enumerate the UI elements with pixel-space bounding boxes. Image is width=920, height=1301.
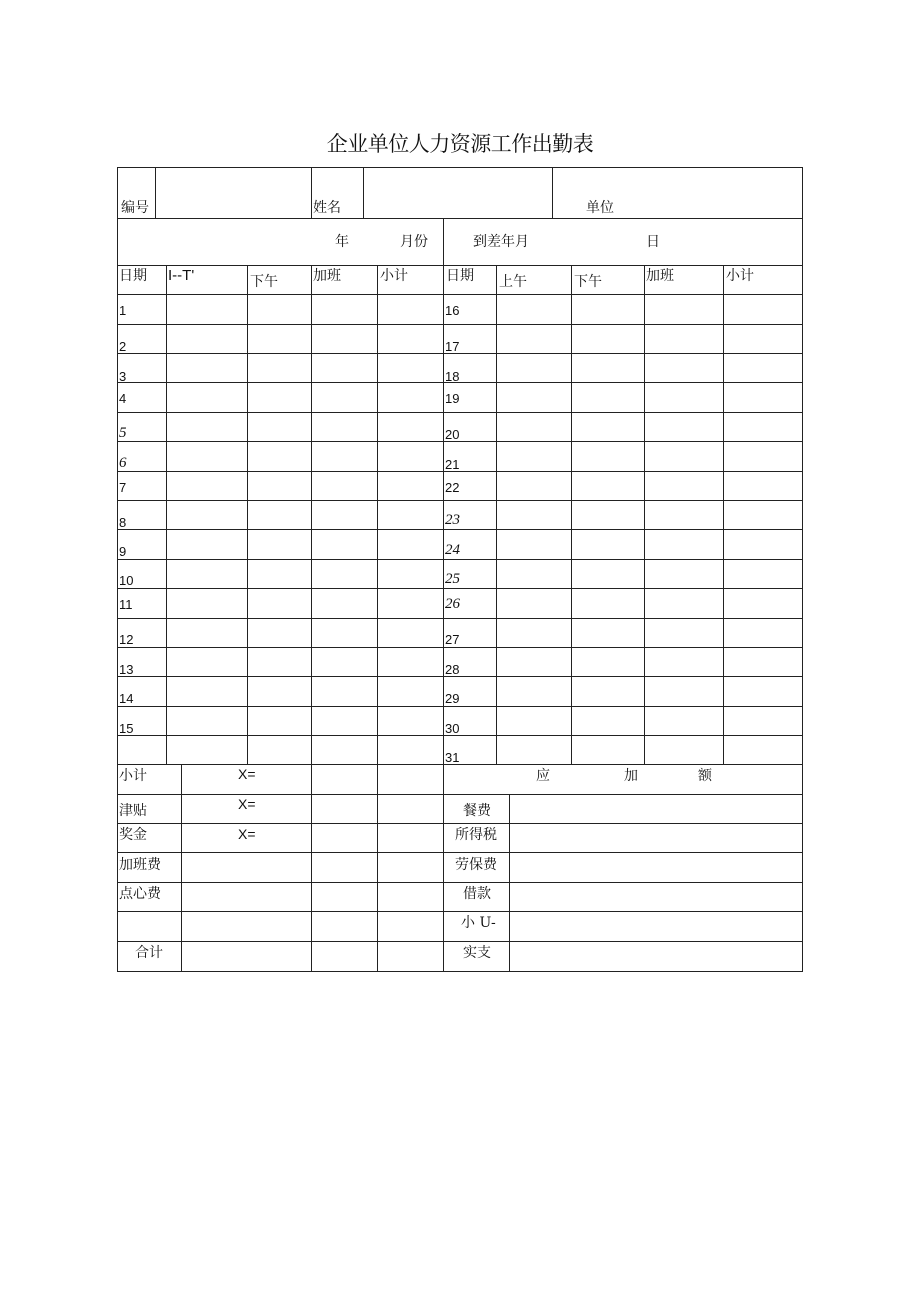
day-number: 20 (445, 427, 460, 442)
form-title: 企业单位人力资源工作出勤表 (326, 132, 594, 156)
col-header-overtime: 加班 (313, 268, 341, 284)
col-line (311, 167, 312, 218)
unit-label: 单位 (586, 200, 614, 216)
day-number: 25 (445, 571, 460, 587)
col-line (363, 167, 364, 218)
col-header-overtime: 加班 (646, 268, 674, 284)
name-label: 姓名 (313, 200, 341, 216)
formula-text: X= (238, 796, 256, 812)
row-line (117, 588, 803, 589)
day-number: 3 (119, 369, 127, 384)
allowance-label: 津贴 (119, 803, 147, 819)
center-divider (443, 218, 444, 971)
month-label: 月份 (400, 234, 428, 250)
due-label: 应 (536, 768, 550, 784)
actual-pay-label: 实支 (463, 945, 491, 961)
snack-fee-label: 点心费 (119, 886, 161, 902)
day-number: 23 (445, 512, 460, 528)
row-line (117, 941, 803, 942)
row-line (117, 735, 803, 736)
year-label: 年 (335, 234, 349, 250)
col-header-subtotal: 小计 (380, 268, 408, 284)
row-line (117, 852, 803, 853)
day-number: 7 (119, 480, 127, 495)
row-line (117, 324, 803, 325)
day-number: 15 (119, 721, 134, 736)
day-number: 27 (445, 632, 460, 647)
day-number: 9 (119, 544, 127, 559)
loan-label: 借款 (463, 886, 491, 902)
period-label: 到差年月 (473, 234, 529, 250)
day-number: 31 (445, 750, 460, 765)
day-number: 6 (119, 455, 127, 471)
col-header-morning: I--T' (168, 267, 195, 284)
col-line (571, 265, 572, 764)
row-line (117, 882, 803, 883)
day-number: 8 (119, 515, 127, 530)
meal-fee-label: 餐费 (463, 803, 491, 819)
row-line (117, 647, 803, 648)
row-line (117, 706, 803, 707)
row-line (117, 559, 803, 560)
formula-text: X= (238, 766, 256, 782)
col-line (311, 265, 312, 971)
row-line (117, 412, 803, 413)
summary-subtotal-label: 小计 (119, 768, 147, 784)
row-line (117, 618, 803, 619)
day-number: 22 (445, 480, 460, 495)
table-border-left (117, 167, 118, 972)
row-line (117, 823, 803, 824)
row-line (117, 265, 803, 266)
col-header-afternoon: 下午 (250, 274, 278, 290)
bonus-label: 奖金 (119, 827, 147, 843)
day-number: 14 (119, 691, 134, 706)
table-border-top (117, 167, 803, 168)
day-number: 28 (445, 662, 460, 677)
due-label: 额 (698, 768, 712, 784)
col-line (552, 167, 553, 218)
row-line (117, 294, 803, 295)
table-border-right (802, 167, 803, 972)
col-line (247, 265, 248, 764)
row-line (117, 441, 803, 442)
row-line (117, 764, 803, 765)
day-number: 4 (119, 391, 127, 406)
col-header-subtotal: 小计 (726, 268, 754, 284)
row-line (117, 676, 803, 677)
row-line (117, 500, 803, 501)
day-number: 13 (119, 662, 134, 677)
col-line (155, 167, 156, 218)
row-line (117, 218, 803, 219)
col-header-date: 日期 (119, 268, 147, 284)
col-header-morning: 上午 (499, 274, 527, 290)
total-label: 合计 (135, 945, 163, 961)
col-line (377, 265, 378, 971)
income-tax-label: 所得税 (455, 827, 497, 843)
col-header-date: 日期 (446, 268, 474, 284)
day-number: 12 (119, 632, 134, 647)
overtime-pay-label: 加班费 (119, 857, 161, 873)
formula-text: X= (238, 826, 256, 842)
due-label: 加 (624, 768, 638, 784)
row-line (117, 382, 803, 383)
col-line (181, 764, 182, 971)
day-number: 18 (445, 369, 460, 384)
day-number: 24 (445, 542, 460, 558)
day-number: 10 (119, 573, 134, 588)
day-number: 1 (119, 303, 127, 318)
day-number: 11 (119, 597, 133, 612)
row-line (117, 911, 803, 912)
day-number: 16 (445, 303, 460, 318)
row-line (117, 353, 803, 354)
row-line (117, 529, 803, 530)
col-line (509, 794, 510, 971)
labor-insurance-label: 劳保费 (455, 857, 497, 873)
day-number: 26 (445, 596, 460, 612)
day-number: 19 (445, 391, 460, 406)
col-line (166, 265, 167, 764)
col-line (496, 265, 497, 764)
col-line (723, 265, 724, 764)
day-number: 2 (119, 339, 127, 354)
summary-subtotal-label: 小 U- (461, 915, 496, 931)
day-number: 17 (445, 339, 460, 354)
day-number: 5 (119, 425, 127, 441)
row-line (117, 471, 803, 472)
col-line (644, 265, 645, 764)
day-label: 日 (646, 234, 660, 250)
day-number: 21 (445, 457, 460, 472)
number-label: 编号 (121, 200, 149, 216)
day-number: 30 (445, 721, 460, 736)
row-line (117, 794, 803, 795)
day-number: 29 (445, 691, 460, 706)
table-border-bottom (117, 971, 803, 972)
col-header-afternoon: 下午 (574, 274, 602, 290)
